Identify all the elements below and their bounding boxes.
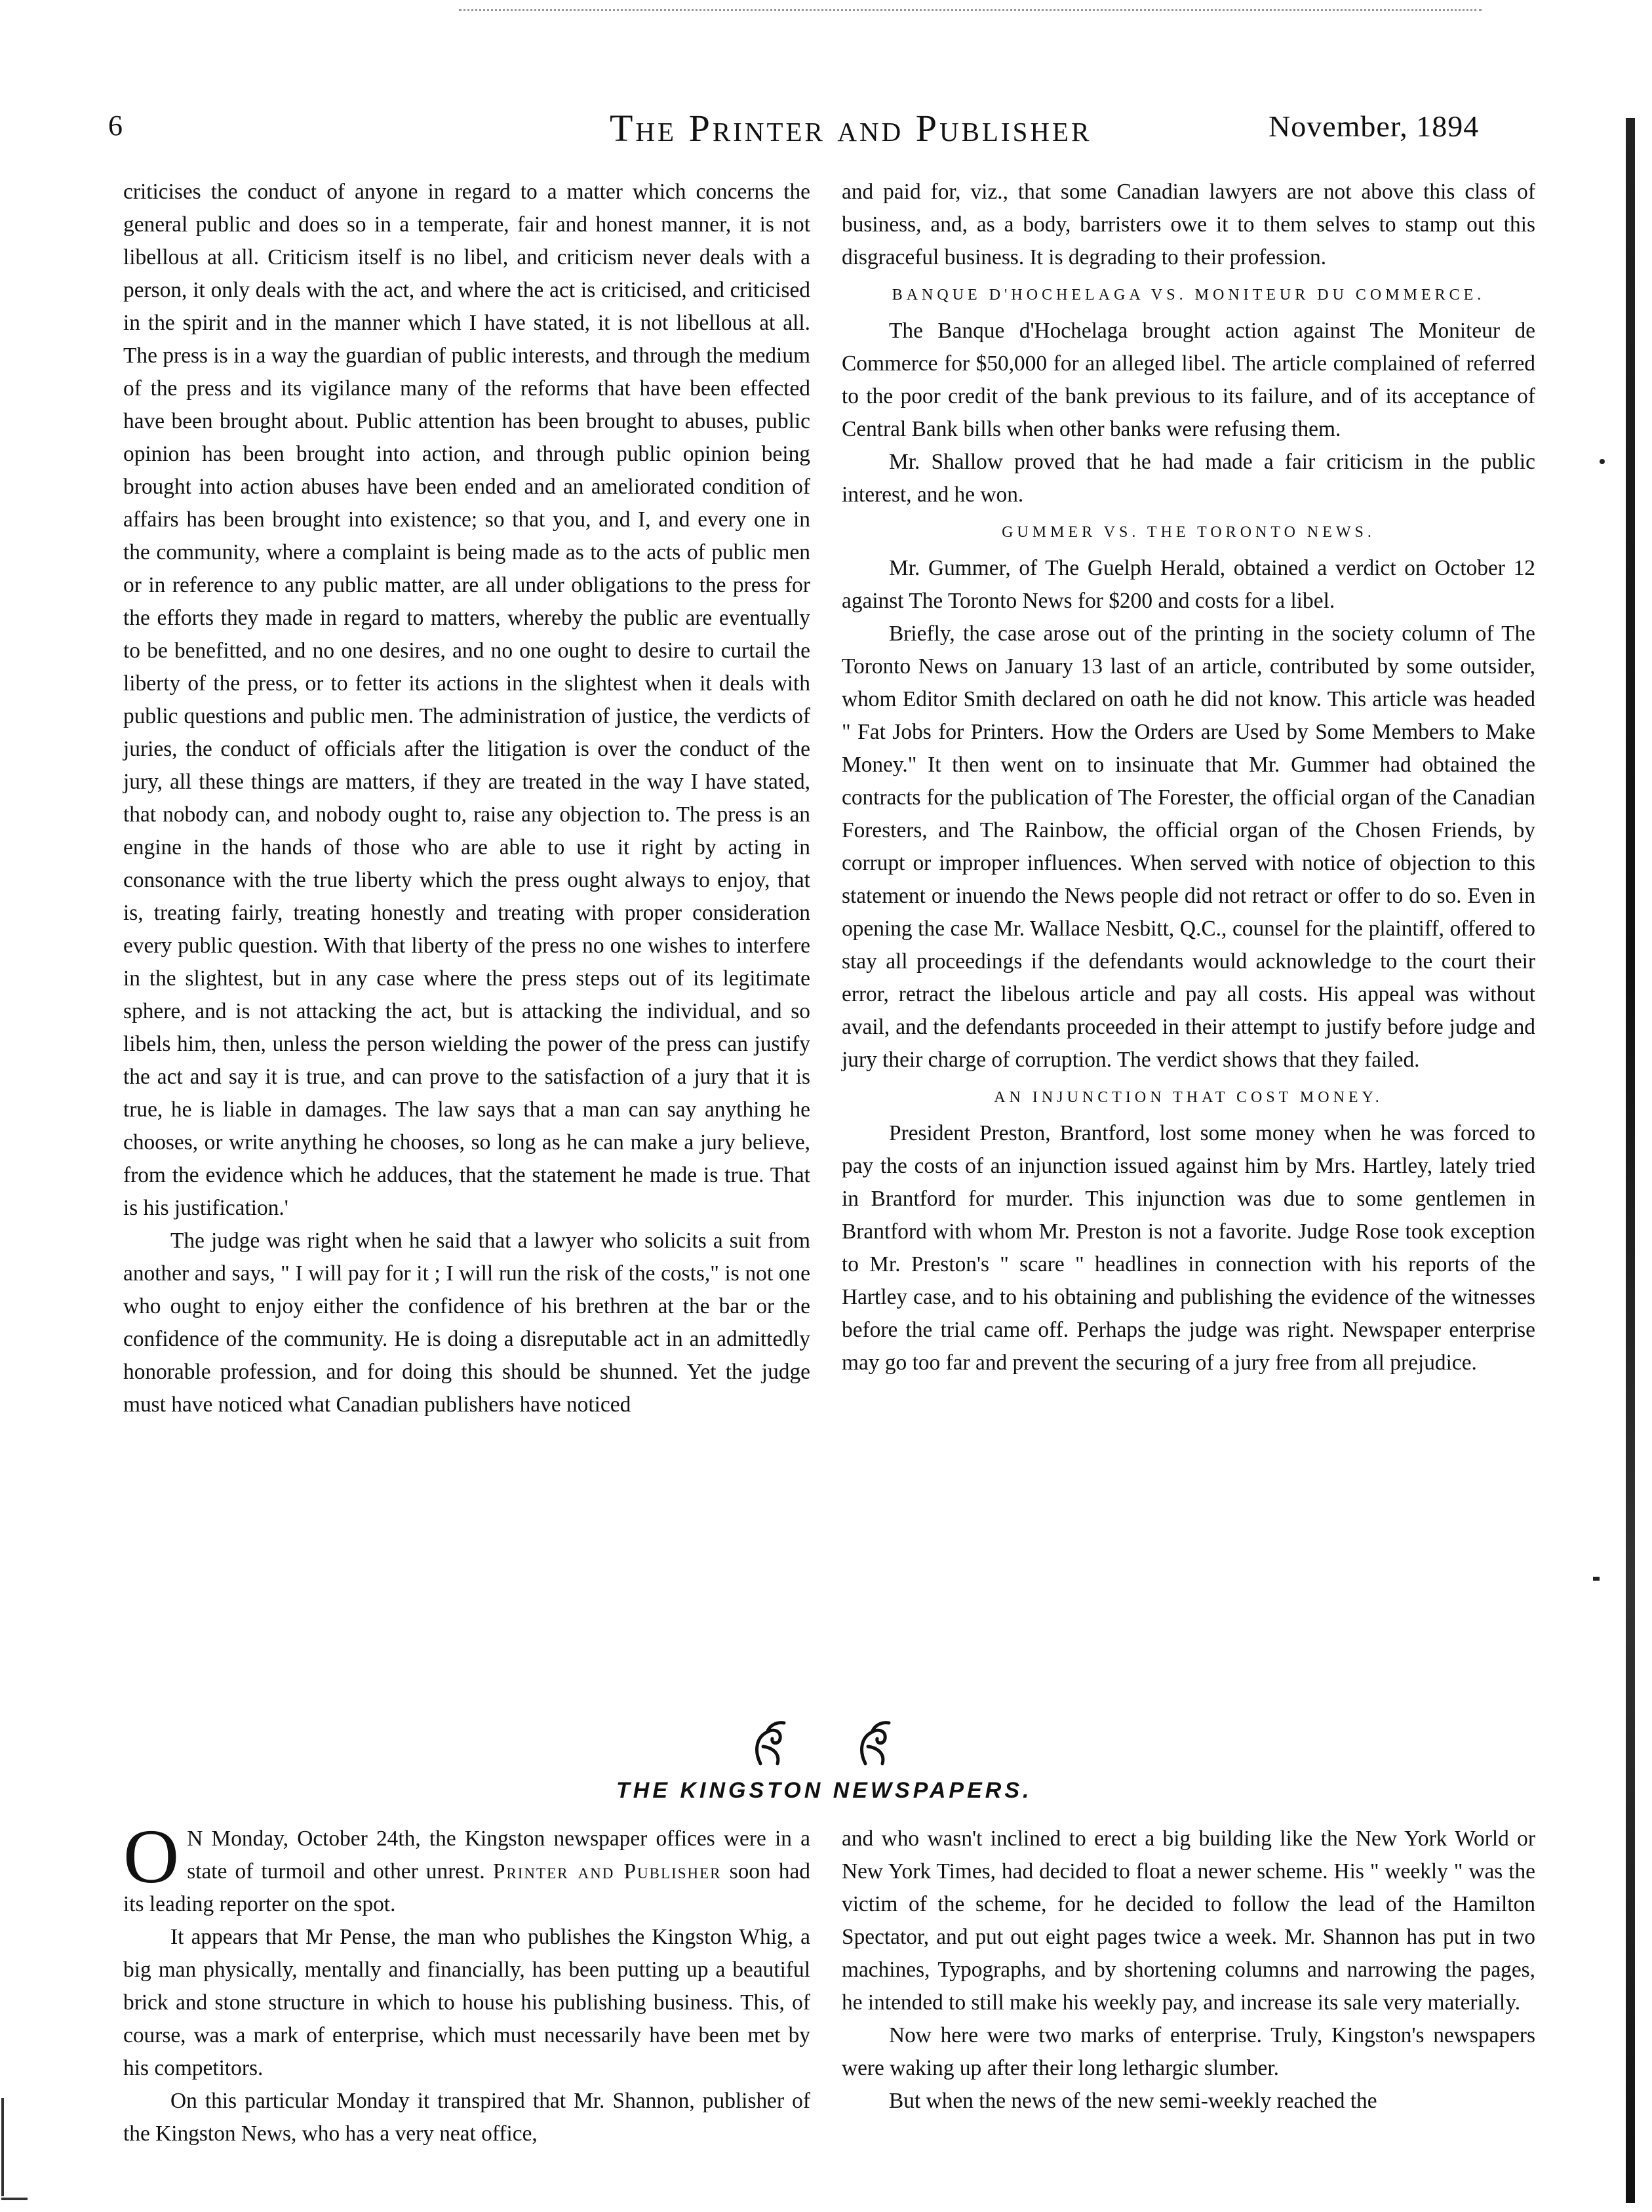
paragraph: But when the news of the new semi-weekly reached the bbox=[889, 2089, 1377, 2113]
paragraph: Mr. Shallow proved that he had made a fair criticism in the public interest, and he won. bbox=[842, 450, 1535, 507]
drop-cap: O bbox=[123, 1813, 180, 1899]
paragraph: The judge was right when he said that a lawyer who solicits a suit from another and says, " I will pay for it ; I will run the risk of the costs," is not one who ought to enjoy either the confidence of his brethren at the bar or the confidence of the community. He is doing a disreputable act in an admittedly honorable profession, and for doing this should be shunned. Yet the judge must have noticed what Canadian publishers have noticed bbox=[123, 1229, 810, 1417]
running-title: The Printer and Publisher bbox=[610, 107, 1092, 149]
paragraph bbox=[123, 1813, 810, 1921]
scan-mark bbox=[1, 2198, 28, 2200]
paragraph: and who wasn't inclined to erect a big building like the New York World or New York Times, had decided to float a newer scheme. His " weekly " was the victim of the scheme, for he decided to follow the lead of the Hamilton Spectator, and put out eight pages twice a week. Mr. Shannon has put in two machines, Typographs, and by shortening columns and narrowing the pages, he intended to still make his weekly pay, and increase its sale very materially. bbox=[842, 1827, 1535, 2015]
paragraph: criticises the conduct of anyone in regard to a matter which concerns the general public and does so in a temperate, fair and honest manner, it is not libellous at all. Criticism itself is no libel, and criticism never deals with a person, it only deals with the act, and where the act is criticised, and criticised in the spirit and in the manner which I have stated, it is not libellous at all. The press is in a way the guardian of public interests, and through the medium of the press and its vigilance many of the reforms that have been effected have been brought about. Public attention has been brought to abuses, public opinion has been brought into action, and through public opinion being brought into action abuses have been ended and an ameliorated condition of affairs has been brought into existence; so that you, and I, and every one in the community, where a complaint is being made as to the acts of public men or in reference to any public matter, are all under obligations to the press for the efforts they made in regard to matters, whereby the public are eventually to be benefitted, and no one desires, and no one ought to desire to curtail the liberty of the press, or to fetter its actions in the slightest when it deals with public questions and public men. The administration of justice, the verdicts of juries, the conduct of officials after the litigation is over the conduct of the jury, all these things are matters, if they are treated in the way I have stated, that nobody can, and nobody ought to, raise any objection to. The press is an engine in the hands of those who are able to use it right by acting in consonance with the true liberty which the press ought always to enjoy, that is, treating fairly, treating honestly and treating with proper consideration every public question. With that liberty of the press no one wishes to interfere in the slightest, but in any case where the press steps out of its legitimate sphere, and is not attacking the act, but is attacking the individual, and so libels him, then, unless the person wielding the power of the press can justify the act and say it is true, and can prove to the satisfaction of a jury that it is true, he is liable in damages. The law says that a man can say anything he chooses, or write anything he chooses, so long as he can make a jury believe, from the evidence which he adduces, that the statement he made is true. That is his justification.' bbox=[123, 180, 810, 1220]
paragraph: Briefly, the case arose out of the printing in the society column of The Toronto News on January 13 last of an article, contributed by some outsider, whom Editor Smith declared on oath he did not know. This article was headed " Fat Jobs for Printers. How the Orders are Used by Some Members to Make Money." It then went on to insinuate that Mr. Gummer had obtained the contracts for the publication of The Forester, the official organ of the Canadian Foresters, and The Rainbow, the official organ of the Chosen Friends, by corrupt or improper influences. When served with notice of objection to this statement or inuendo the News people did not retract or offer to do so. Even in opening the case Mr. Wallace Nesbitt, Q.C., counsel for the plaintiff, offered to stay all proceedings if the defendants would acknowledge to the court their error, retract the libelous article and pay all costs. His appeal was without avail, and the defendants proceeded in their attempt to justify before judge and jury their charge of corruption. The verdict shows that they failed. bbox=[842, 622, 1535, 1072]
article-title: THE KINGSTON NEWSPAPERS. bbox=[616, 1778, 1032, 1803]
fleuron-icon bbox=[747, 1718, 793, 1770]
paragraph: It appears that Mr Pense, the man who publishes the Kingston Whig, a big man physically, mentally and financially, has been putting up a beautiful brick and stone structure in which to house his publishing business. This, of course, was a mark of enterprise, which must necessarily have been met by his competitors. bbox=[123, 1925, 810, 2080]
page-number: 6 bbox=[108, 109, 123, 142]
subheading: AN INJUNCTION THAT COST MONEY. bbox=[994, 1089, 1383, 1106]
paragraph: President Preston, Brantford, lost some money when he was forced to pay the costs of an injunction issued against him by Mrs. Hartley, lately tried in Brantford for murder. This injunction was due to some gentlemen in Brantford with whom Mr. Preston is not a favorite. Judge Rose took exception to Mr. Preston's " scare " headlines in connection with his reports of the Hartley case, and to his obtaining and publishing the evidence of the witnesses before the trial came off. Perhaps the judge was right. Newspaper enterprise may go too far and prevent the securing of a jury free from all prejudice. bbox=[842, 1121, 1535, 1375]
issue-date: November, 1894 bbox=[1268, 109, 1480, 143]
fleuron-icon bbox=[852, 1718, 898, 1770]
subheading: GUMMER VS. THE TORONTO NEWS. bbox=[1002, 524, 1375, 541]
text-run: N Monday, October 24th, the Kingston newspaper offices were in a state of turmoil and other unrest. bbox=[187, 1827, 810, 1884]
ornament-divider bbox=[747, 1718, 944, 1770]
paragraph: and paid for, viz., that some Canadian lawyers are not above this class of business, and, as a body, barristers owe it to them selves to stamp out this disgraceful business. It is degrading to their profession. bbox=[842, 180, 1535, 269]
right-column bbox=[842, 176, 1535, 1379]
scan-edge bbox=[1626, 118, 1635, 2203]
text-run: Printer and Publisher bbox=[492, 1859, 722, 1884]
paragraph: Mr. Gummer, of The Guelph Herald, obtained a verdict on October 12 against The Toronto News for $200 and costs for a libel. bbox=[842, 556, 1535, 613]
article-right-column bbox=[842, 1823, 1535, 2118]
scan-speck bbox=[1600, 459, 1605, 464]
scan-speck bbox=[1593, 1577, 1600, 1581]
paragraph: The Banque d'Hochelaga brought action against The Moniteur de Commerce for $50,000 for an alleged libel. The article complained of referred to the poor credit of the bank previous to its failure, and of its acceptance of Central Bank bills when other banks were refusing them. bbox=[842, 319, 1535, 441]
article-left-column bbox=[123, 1813, 810, 2150]
paragraph: On this particular Monday it transpired that Mr. Shannon, publisher of the Kingston News, who has a very neat office, bbox=[123, 2089, 810, 2146]
scan-mark bbox=[1, 2098, 4, 2196]
subheading: BANQUE D'HOCHELAGA VS. MONITEUR DU COMMERCE. bbox=[892, 286, 1485, 304]
paragraph: Now here were two marks of enterprise. Truly, Kingston's newspapers were waking up after their long lethargic slumber. bbox=[842, 2023, 1535, 2080]
top-rule bbox=[459, 9, 1482, 11]
text-run: soon had its leading reporter on the spot. bbox=[123, 1859, 810, 1916]
left-column bbox=[123, 176, 810, 1421]
